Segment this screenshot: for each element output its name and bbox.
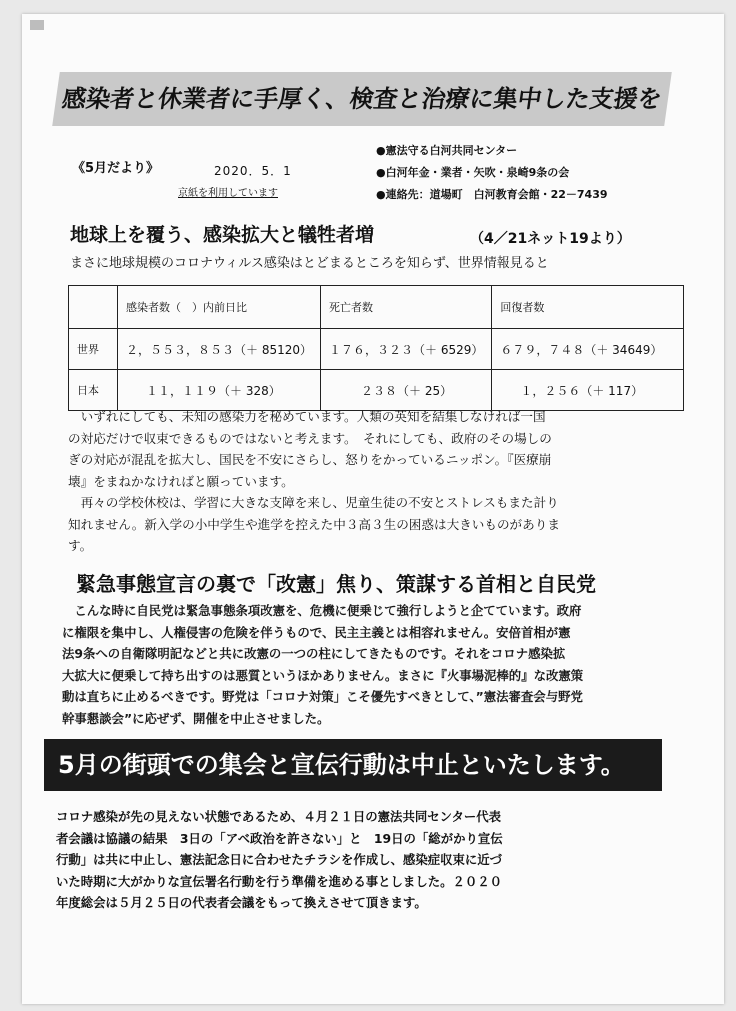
text-line: いずれにしても、未知の感染力を秘めています。人類の英知を結集しなければ一国 (68, 409, 546, 424)
corner-mark (30, 20, 44, 30)
cancellation-banner: 5月の街頭での集会と宣伝行動は中止といたします。 (44, 739, 662, 791)
paper-note: 京紙を利用しています (178, 188, 278, 199)
text-line: 知れません。新入学の小中学生や進学を控えた中３高３生の困惑は大きいものがありま (68, 516, 560, 532)
cases-cell: １１，１１９（＋ 328） (118, 370, 321, 411)
table-row (69, 370, 684, 411)
headline: 感染者と休業者に手厚く、検査と治療に集中した支援を (52, 72, 672, 126)
cases-cell: ２，５５３，８５３（＋ 85120） (118, 329, 321, 370)
table-header-row (69, 286, 684, 329)
text-line: 行動」は共に中止し、憲法記念日に合わせたチラシを作成し、感染症収束に近づ (56, 852, 503, 867)
text-line: に権限を集中し、人権侵害の危険を伴うもので、民主主義とは相容れません。安倍首相が憲 (62, 624, 571, 640)
text-line: 再々の学校休校は、学習に大きな支障を来し、児童生徒の不安とストレスもまた計り (68, 495, 559, 510)
recovered-cell: ６７９，７４８（＋ 34649） (492, 329, 684, 370)
text-line: 年度総会は５月２５日の代表者会議をもって換えさせて頂きます。 (56, 895, 427, 910)
section1-source: （4／21ネット19より） (470, 231, 631, 247)
text-line: ぎの対応が混乱を拡大し、国民を不安にさらし、怒りをかっているニッポン。『医療崩 (68, 452, 552, 467)
recovered-cell: １，２５６（＋ 117） (492, 370, 684, 411)
table-header-cell: 死亡者数 (321, 286, 492, 329)
row-label: 日本 (69, 370, 118, 411)
text-line: 壊』をまねかなければと願っています。 (68, 473, 294, 489)
issue-date: 2020．5．1 (214, 164, 292, 178)
document-page (22, 14, 724, 1004)
table-header-cell: 回復者数 (492, 286, 684, 329)
paragraph-3 (56, 806, 666, 914)
text-line: 幹事懇談会”に応ぜず、開催を中止させました。 (62, 710, 330, 726)
text-line: いた時期に大がかりな宣伝署名行動を行う準備を進める事としました。２０２０ (56, 873, 503, 889)
table-header-cell (69, 286, 118, 329)
text-line: 者会議は協議の結果 3日の「アベ政治を許さない」と 19日の「総がかり宣伝 (56, 830, 503, 846)
org-line-1: ●憲法守る白河共同センター (376, 144, 518, 157)
org-line-3: ●連絡先：道場町 白河教育会館・22－7439 (376, 188, 608, 201)
table-header-cell: 感染者数（ ）内前日比 (118, 286, 321, 329)
text-line: 大拡大に便乗して持ち出すのは悪質というほかありません。まさに『火事場泥棒的』な改憲策 (62, 667, 584, 683)
statistics-table (68, 285, 684, 411)
paragraph-1 (68, 406, 674, 557)
table-row (69, 329, 684, 370)
text-line: コロナ感染が先の見えない状態であるため、４月２１日の憲法共同センター代表 (56, 809, 502, 824)
deaths-cell: １７６，３２３（＋ 6529） (321, 329, 492, 370)
text-line: す。 (68, 538, 93, 553)
section2-title: 緊急事態宣言の裏で「改憲」焦り、策謀する首相と自民党 (76, 572, 596, 596)
section1-lead: まさに地球規模のコロナウィルス感染はとどまるところを知らず、世界情報見ると (70, 256, 549, 271)
issue-name: 《5月だより》 (72, 161, 160, 176)
text-line: 法9条への自衛隊明記などと共に改憲の一つの柱にしてきたものです。それをコロナ感染拡 (62, 646, 566, 661)
row-label: 世界 (69, 329, 118, 370)
deaths-cell: ２３８（＋ 25） (321, 370, 492, 411)
org-line-2: ●白河年金・業者・矢吹・泉崎9条の会 (376, 166, 570, 179)
section1-title: 地球上を覆う、感染拡大と犠牲者増 (70, 224, 375, 246)
text-line: こんな時に自民党は緊急事態条項改憲を、危機に便乗じて強行しようと企てています。政府 (62, 603, 582, 618)
text-line: の対応だけで収束できるものではないと考えます。 それにしても、政府のその場しの (68, 430, 552, 446)
text-line: 動は直ちに止めるべきです。野党は「コロナ対策」こそ優先すべきとして、”憲法審査会与野党 (62, 689, 583, 704)
paragraph-2 (62, 600, 672, 729)
